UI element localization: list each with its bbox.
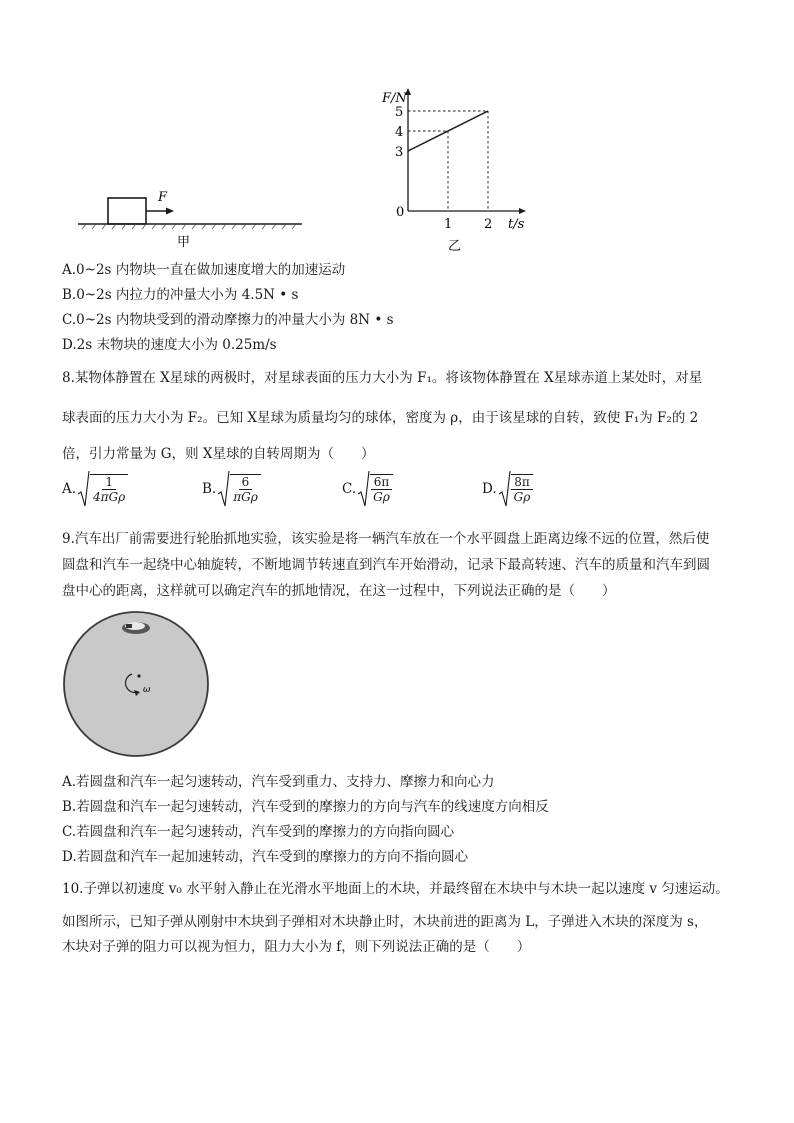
q9-option-d: D.若圆盘和汽车一起加速转动，汽车受到的摩擦力的方向不指向圆心: [62, 849, 469, 865]
q7-option-c: C.0~2s 内物块受到的滑动摩擦力的冲量大小为 8N • s: [62, 312, 394, 328]
sqrt-icon: [499, 470, 511, 508]
q9-option-a: A.若圆盘和汽车一起匀速转动，汽车受到重力、支持力、摩擦力和向心力: [62, 774, 495, 790]
q8-option-denominator: Gρ: [373, 490, 390, 504]
origin-label: 0: [396, 205, 405, 220]
q8-option-numerator: 6π: [371, 475, 393, 490]
sqrt-icon: [78, 470, 90, 508]
q8-option-label: C.: [342, 481, 357, 497]
force-label: F: [158, 190, 168, 205]
x-axis-label: t/s: [508, 217, 525, 232]
figure-caption-jia: 甲: [177, 235, 191, 250]
q10-stem-line-3: 木块对子弹的阻力可以视为恒力，阻力大小为 f，则下列说法正确的是（ ）: [62, 939, 531, 955]
x-axis-arrow-icon: [519, 208, 526, 214]
q8-option-denominator: Gρ: [513, 490, 531, 504]
center-axis-dot: [137, 674, 140, 677]
q8-option-label: D.: [482, 481, 497, 497]
sqrt-icon: [358, 470, 370, 508]
q8-option-denominator: πGρ: [233, 490, 258, 504]
turntable-photo: [62, 608, 212, 760]
q8-option-label: B.: [202, 481, 217, 497]
q9-option-c: C.若圆盘和汽车一起匀速转动，汽车受到的摩擦力的方向指向圆心: [62, 824, 455, 840]
q8-option-numerator: 6: [239, 475, 253, 490]
q8-option-a: [62, 470, 128, 508]
x-tick-label: 1: [444, 217, 453, 232]
x-tick-label: 2: [484, 217, 493, 232]
q8-stem-line-1: 8.某物体静置在 X星球的两极时，对星球表面的压力大小为 F₁。将该物体静置在 X星球赤道上某处时，对星: [62, 370, 703, 386]
q7-option-a: A.0~2s 内物块一直在做加速度增大的加速运动: [62, 262, 346, 278]
sqrt-icon: [218, 470, 230, 508]
figure-caption-yi: 乙: [448, 239, 462, 254]
force-arrow-head: [166, 208, 174, 215]
q8-option-numerator: 1: [102, 475, 116, 490]
y-tick-label: 3: [395, 145, 404, 160]
q8-option-d: [482, 470, 533, 508]
q7-option-b: B.0~2s 内拉力的冲量大小为 4.5N • s: [62, 287, 299, 303]
block: [108, 198, 146, 224]
q8-option-b: [202, 470, 261, 508]
q8-option-label: A.: [62, 481, 77, 497]
q7-option-d: D.2s 末物块的速度大小为 0.25m/s: [62, 337, 277, 353]
q8-stem-line-2: 球表面的压力大小为 F₂。已知 X星球为质量均匀的球体，密度为 ρ，由于该星球的自转，致使 F₁为 F₂的 2: [62, 410, 699, 426]
y-tick-label: 5: [395, 105, 404, 120]
y-tick-label: 4: [395, 125, 404, 140]
q8-option-c: [342, 470, 393, 508]
q9-stem-line-2: 圆盘和汽车一起绕中心轴旋转，不断地调节转速直到汽车开始滑动，记录下最高转速、汽车的质量和汽车到圆: [62, 557, 710, 573]
q9-option-b: B.若圆盘和汽车一起匀速转动，汽车受到的摩擦力的方向与汽车的线速度方向相反: [62, 799, 549, 815]
y-axis-label: F/N: [382, 91, 407, 106]
q8-stem-line-3: 倍，引力常量为 G，则 X星球的自转周期为（ ）: [62, 446, 375, 462]
omega-label: ω: [143, 685, 151, 695]
car-icon: [122, 622, 150, 634]
q9-stem-line-3: 盘中心的距离，这样就可以确定汽车的抓地情况，在这一过程中，下列说法正确的是（ ）: [62, 583, 616, 599]
chart-plot: [395, 105, 492, 232]
q9-stem-line-1: 9.汽车出厂前需要进行轮胎抓地实验，该实验是将一辆汽车放在一个水平圆盘上距离边缘不远的位置，然后使: [62, 531, 710, 547]
q8-option-numerator: 8π: [511, 475, 533, 490]
q10-stem-line-2: 如图所示，已知子弹从刚射中木块到子弹相对木块静止时，木块前进的距离为 L，子弹进入木块的深度为 s，: [62, 914, 708, 930]
figure-yi: [376, 82, 546, 257]
block-diagram: [78, 190, 302, 250]
q8-option-denominator: 4πGρ: [93, 490, 126, 504]
figure-jia: [70, 180, 320, 250]
q10-stem-line-1: 10.子弹以初速度 v₀ 水平射入静止在光滑水平地面上的木块，并最终留在木块中与木块一起以速度 v 匀速运动。: [62, 881, 729, 897]
